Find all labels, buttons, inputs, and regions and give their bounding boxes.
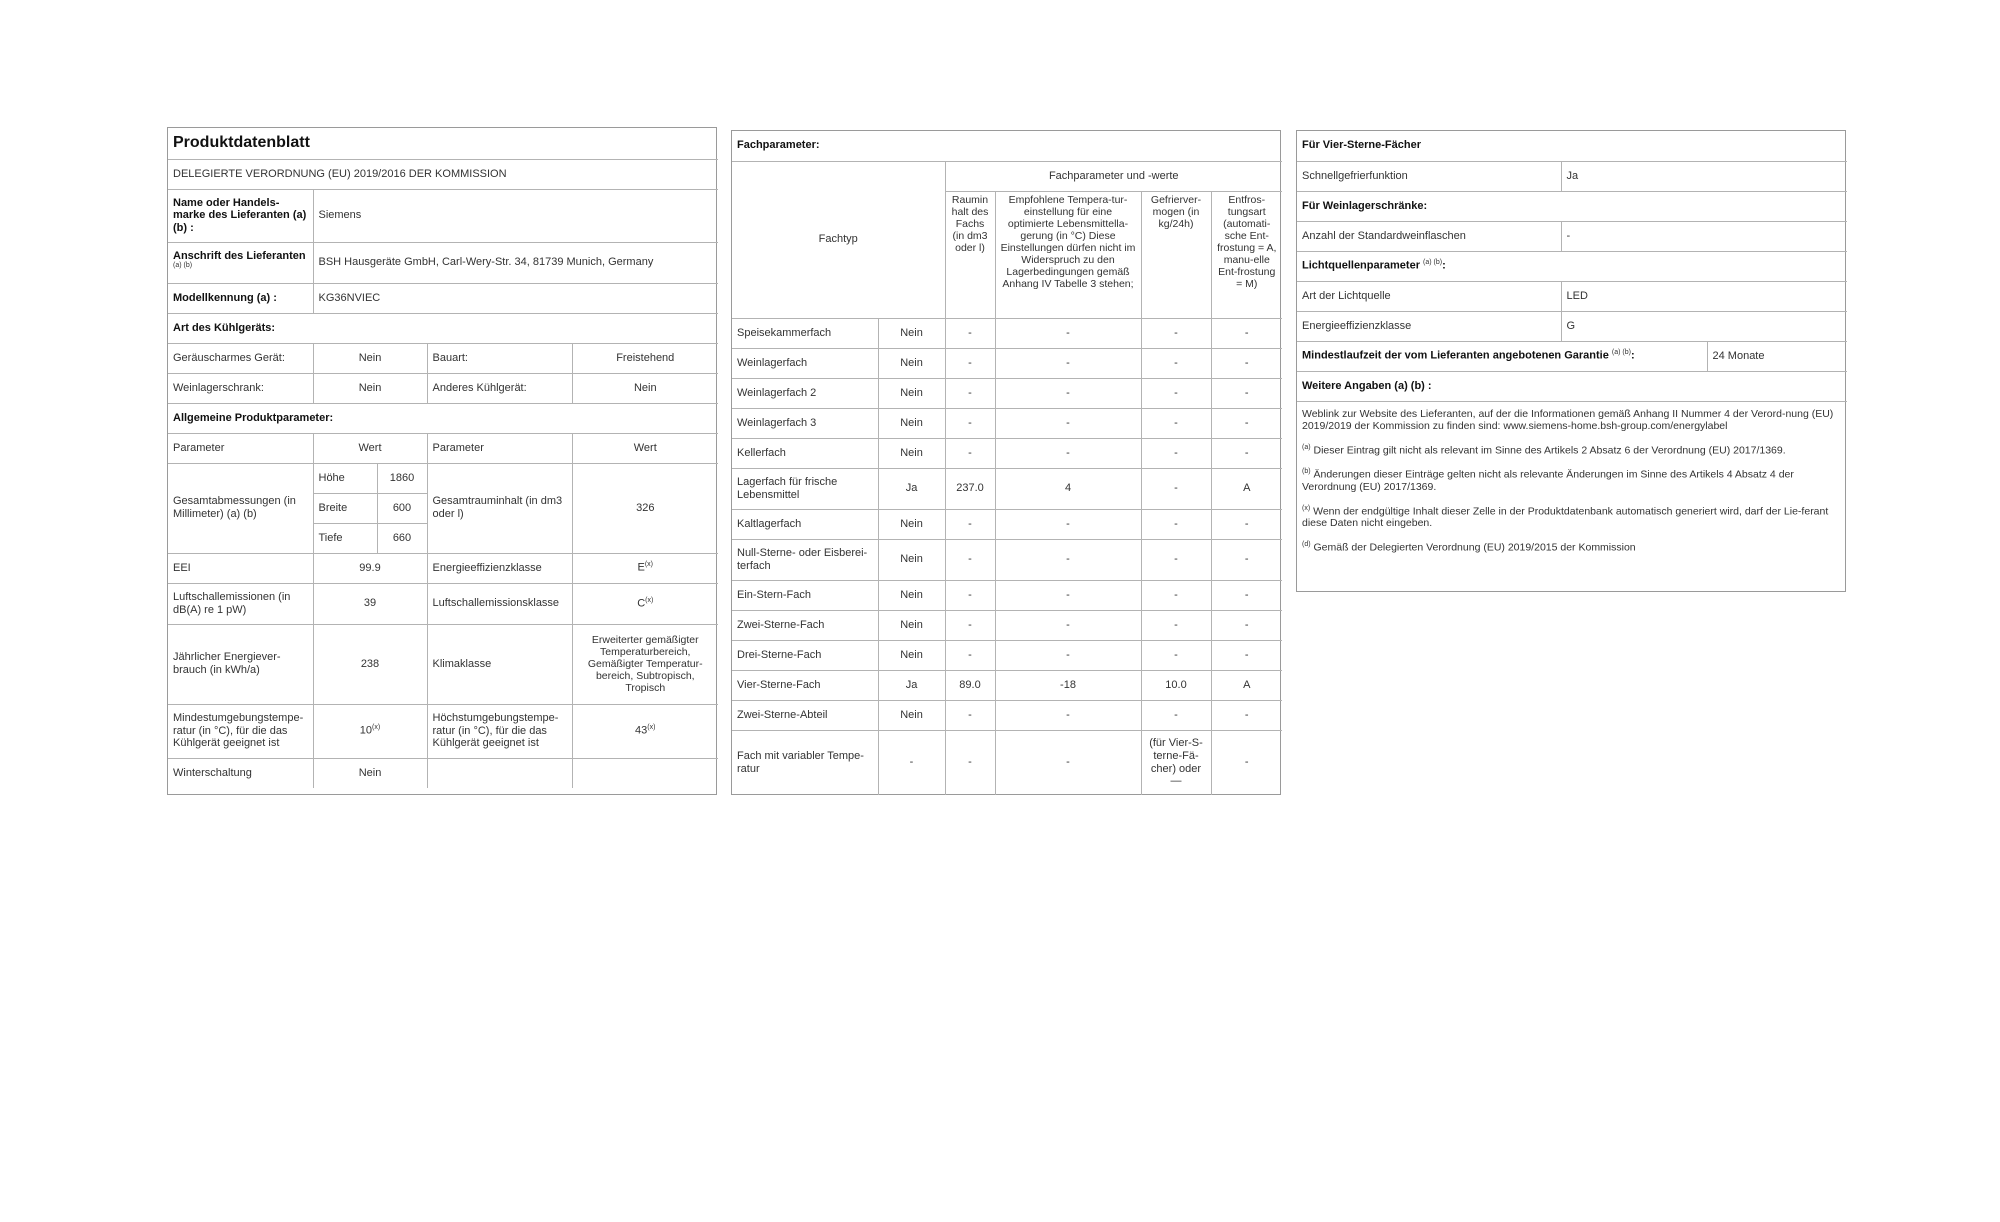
compartment-temp: -18: [995, 670, 1141, 700]
wine-cabinet-value: Nein: [313, 373, 427, 403]
compartment-freezing-capacity: (für Vier-S-terne-Fä-cher) oder —: [1141, 730, 1211, 795]
compartment-freezing-capacity: -: [1141, 378, 1211, 408]
airborne-noise-label: Luftschallemissionen (in dB(A) re 1 pW): [168, 583, 313, 624]
compartment-volume: -: [945, 318, 995, 348]
build-type-value: Freistehend: [572, 343, 718, 373]
compartment-defrost-type: -: [1211, 700, 1282, 730]
compartment-name: Weinlagerfach: [732, 348, 878, 378]
wine-cabinet-heading: Für Weinlagerschränke:: [1297, 191, 1847, 221]
compartment-temp: -: [995, 580, 1141, 610]
warranty-label-cell: Mindestlaufzeit der vom Lieferanten angebotenen Garantie $^{(a) (b)}$:: [1297, 341, 1707, 371]
address-footnote-mark: (a) (b): [173, 262, 193, 270]
compartment-name: Kaltlagerfach: [732, 509, 878, 539]
wine-bottles-label: Anzahl der Standardweinflaschen: [1297, 221, 1561, 251]
regulation-text: DELEGIERTE VERORDNUNG (EU) 2019/2016 DER KOMMISSION: [168, 159, 718, 189]
climate-class-value: Erweiterter gemäßigter Temperaturbereich, Gemäßigter Temperatur-bereich, Subtropisch, Tropisch: [572, 624, 718, 704]
compartment-temp: -: [995, 509, 1141, 539]
min-ambient-temp-footnote-mark: (x): [372, 724, 381, 732]
compartment-present: Nein: [878, 378, 945, 408]
compartment-name: Vier-Sterne-Fach: [732, 670, 878, 700]
quick-freeze-label: Schnellgefrierfunktion: [1297, 161, 1561, 191]
min-ambient-temp-cell: [313, 704, 427, 758]
footnote-b-text: Änderungen dieser Einträge gelten nicht als relevante Änderungen im Sinne des Artikels 4 Absatz 4 der Verordnung (EU) 2017/1369.: [1302, 468, 1794, 493]
param-col-header: Parameter: [168, 433, 313, 463]
compartment-defrost-type: -: [1211, 348, 1282, 378]
light-source-heading: Lichtquellenparameter: [1302, 260, 1420, 272]
depth-value: 660: [377, 523, 427, 553]
compartment-volume: -: [945, 539, 995, 580]
low-noise-label: Geräuscharmes Gerät:: [168, 343, 313, 373]
compartment-defrost-type: -: [1211, 539, 1282, 580]
compartment-row: [732, 640, 1282, 670]
compartment-volume: -: [945, 610, 995, 640]
compartment-temp: -: [995, 610, 1141, 640]
energy-class-cell: [572, 553, 718, 583]
recommended-temp-col-header: Empfohlene Tempera-tur-einstellung für eine optimierte Lebensmittella-gerung (in °C) Diese Einstellungen dürfen nicht im Widerspruch zu den Lagerbedingungen gemäß Anhang IV Tabelle 3 stehen;: [995, 191, 1141, 318]
compartment-name: Null-Sterne- oder Eisberei-terfach: [732, 539, 878, 580]
weblink-text: Weblink zur Website des Lieferanten, auf der die Informationen gemäß Anhang II Nummer 4 der Verord-nung (EU) 2019/2019 der Kommission zu finden sind: www.siemens-home.bsh-group.com/energylabel: [1302, 407, 1834, 432]
address-value: BSH Hausgeräte GmbH, Carl-Wery-Str. 34, 81739 Munich, Germany: [313, 242, 718, 283]
max-ambient-temp-footnote-mark: (x): [647, 724, 656, 732]
freezing-capacity-col-header: Gefrierver-mogen (in kg/24h): [1141, 191, 1211, 318]
model-value: KG36NVIEC: [313, 283, 718, 313]
quick-freeze-value: Ja: [1561, 161, 1847, 191]
height-label: Höhe: [313, 463, 377, 493]
annual-consumption-value: 238: [313, 624, 427, 704]
airborne-noise-class-cell: [572, 583, 718, 624]
compartment-volume: -: [945, 408, 995, 438]
light-source-heading-cell: Lichtquellenparameter $^{(a) (b)}$:: [1297, 251, 1847, 281]
wine-bottles-value: -: [1561, 221, 1847, 251]
compartment-row: [732, 468, 1282, 509]
footnote-d-mark: (d): [1302, 541, 1311, 549]
compartment-defrost-type: -: [1211, 438, 1282, 468]
compartment-row: [732, 318, 1282, 348]
energy-class-value: E: [637, 562, 645, 574]
compartment-params-heading: Fachparameter:: [732, 131, 1282, 161]
compartment-volume: -: [945, 509, 995, 539]
build-type-label: Bauart:: [427, 343, 572, 373]
compartment-present: Nein: [878, 580, 945, 610]
compartment-present: Nein: [878, 348, 945, 378]
compartment-freezing-capacity: 10.0: [1141, 670, 1211, 700]
compartment-type-header: Fachtyp: [732, 161, 945, 318]
wine-cabinet-label: Weinlagerschrank:: [168, 373, 313, 403]
climate-class-label: Klimaklasse: [427, 624, 572, 704]
compartment-temp: -: [995, 640, 1141, 670]
compartment-values-group-header: Fachparameter und -werte: [945, 161, 1282, 191]
compartment-present: Ja: [878, 468, 945, 509]
compartment-freezing-capacity: -: [1141, 539, 1211, 580]
low-noise-value: Nein: [313, 343, 427, 373]
value-col-header: Wert: [313, 433, 427, 463]
energy-class-label: Energieeffizienzklasse: [427, 553, 572, 583]
additional-info-table: [1297, 131, 1847, 585]
max-ambient-temp-value: 43: [635, 725, 648, 737]
compartment-row: [732, 509, 1282, 539]
light-class-label: Energieeffizienzklasse: [1297, 311, 1561, 341]
dimensions-label: Gesamtabmessungen (in Millimeter) (a) (b): [168, 463, 313, 553]
compartment-freezing-capacity: -: [1141, 580, 1211, 610]
airborne-noise-value: 39: [313, 583, 427, 624]
additional-info-panel: [1296, 130, 1846, 592]
compartment-row: [732, 408, 1282, 438]
airborne-noise-class-label: Luftschallemissionsklasse: [427, 583, 572, 624]
general-params-heading: Allgemeine Produktparameter:: [168, 403, 718, 433]
energy-class-footnote-mark: (x): [644, 561, 654, 569]
compartment-present: Nein: [878, 318, 945, 348]
compartment-row: [732, 670, 1282, 700]
compartment-defrost-type: -: [1211, 378, 1282, 408]
value-col-header-2: Wert: [572, 433, 718, 463]
compartment-name: Kellerfach: [732, 438, 878, 468]
light-type-value: LED: [1561, 281, 1847, 311]
footnote-b-mark: (b): [1302, 468, 1311, 476]
compartment-temp: -: [995, 539, 1141, 580]
compartment-volume: -: [945, 438, 995, 468]
compartment-freezing-capacity: -: [1141, 700, 1211, 730]
compartment-params-panel: [731, 130, 1281, 795]
empty-cell: [572, 758, 718, 788]
compartment-defrost-type: -: [1211, 408, 1282, 438]
compartment-row: [732, 730, 1282, 795]
eei-value: 99.9: [313, 553, 427, 583]
compartment-temp: -: [995, 438, 1141, 468]
footnote-a-mark: (a): [1302, 443, 1311, 451]
compartment-present: Nein: [878, 539, 945, 580]
compartment-defrost-type: A: [1211, 670, 1282, 700]
airborne-noise-class-value: C: [637, 597, 646, 610]
product-datasheet-panel: [167, 127, 717, 795]
datasheet-title: Produktdatenblatt: [168, 128, 718, 159]
supplier-label: Name oder Handels-marke des Lieferanten (a) (b) :: [168, 189, 313, 242]
defrost-type-col-header: Entfros-tungsart (automati-sche Ent-frostung = A, manu-elle Ent-frostung = M): [1211, 191, 1282, 318]
compartment-defrost-type: -: [1211, 580, 1282, 610]
compartment-freezing-capacity: -: [1141, 509, 1211, 539]
compartment-defrost-type: A: [1211, 468, 1282, 509]
min-ambient-temp-label: Mindestumgebungstempe-ratur (in °C), für die das Kühlgerät geeignet ist: [168, 704, 313, 758]
compartment-row: [732, 539, 1282, 580]
footnote-x-mark: (x): [1302, 504, 1311, 512]
compartment-defrost-type: -: [1211, 318, 1282, 348]
compartment-present: Nein: [878, 700, 945, 730]
compartment-present: Nein: [878, 438, 945, 468]
supplier-value: Siemens: [313, 189, 718, 242]
compartment-name: Speisekammerfach: [732, 318, 878, 348]
compartment-volume: 237.0: [945, 468, 995, 509]
light-class-value: G: [1561, 311, 1847, 341]
compartment-volume: -: [945, 640, 995, 670]
compartment-freezing-capacity: -: [1141, 318, 1211, 348]
footnote-a: [1302, 444, 1842, 457]
more-info-heading: Weitere Angaben (a) (b) :: [1297, 371, 1847, 401]
compartment-volume: -: [945, 700, 995, 730]
compartment-freezing-capacity: -: [1141, 408, 1211, 438]
compartment-present: Nein: [878, 610, 945, 640]
compartment-freezing-capacity: -: [1141, 640, 1211, 670]
compartment-present: -: [878, 730, 945, 795]
compartment-present: Nein: [878, 509, 945, 539]
eei-label: EEI: [168, 553, 313, 583]
compartment-name: Ein-Stern-Fach: [732, 580, 878, 610]
address-label-cell: [168, 242, 313, 283]
footnote-x-text: Wenn der endgültige Inhalt dieser Zelle in der Produktdatenbank automatisch generiert wird, darf der Lie-ferant diese Daten nicht eingeben.: [1302, 505, 1829, 530]
compartment-temp: -: [995, 730, 1141, 795]
compartment-freezing-capacity: -: [1141, 610, 1211, 640]
compartment-row: [732, 580, 1282, 610]
compartment-defrost-type: -: [1211, 509, 1282, 539]
compartment-temp: 4: [995, 468, 1141, 509]
model-label: Modellkennung (a) :: [168, 283, 313, 313]
compartment-row: [732, 348, 1282, 378]
compartment-temp: -: [995, 408, 1141, 438]
compartment-row: [732, 700, 1282, 730]
compartment-volume: -: [945, 378, 995, 408]
product-datasheet-table: [168, 128, 718, 788]
compartment-present: Ja: [878, 670, 945, 700]
compartment-freezing-capacity: -: [1141, 468, 1211, 509]
compartment-row: [732, 378, 1282, 408]
winter-setting-label: Winterschaltung: [168, 758, 313, 788]
compartment-freezing-capacity: -: [1141, 438, 1211, 468]
height-value: 1860: [377, 463, 427, 493]
compartment-volume: 89.0: [945, 670, 995, 700]
compartment-volume: -: [945, 730, 995, 795]
warranty-footnote-mark: (a) (b): [1611, 349, 1631, 357]
winter-setting-value: Nein: [313, 758, 427, 788]
compartment-defrost-type: -: [1211, 640, 1282, 670]
compartment-freezing-capacity: -: [1141, 348, 1211, 378]
compartment-volume: -: [945, 580, 995, 610]
compartment-temp: -: [995, 318, 1141, 348]
footnote-d-text: Gemäß der Delegierten Verordnung (EU) 2019/2015 der Kommission: [1313, 541, 1636, 554]
footnote-b: [1302, 468, 1842, 493]
param-col-header-2: Parameter: [427, 433, 572, 463]
compartment-temp: -: [995, 700, 1141, 730]
compartment-name: Zwei-Sterne-Abteil: [732, 700, 878, 730]
compartment-rows: [732, 318, 1282, 795]
warranty-label: Mindestlaufzeit der vom Lieferanten angebotenen Garantie: [1302, 350, 1609, 362]
compartment-row: [732, 610, 1282, 640]
compartment-name: Lagerfach für frische Lebensmittel: [732, 468, 878, 509]
compartment-name: Drei-Sterne-Fach: [732, 640, 878, 670]
volume-col-header: Raumin halt des Fachs (in dm3 oder l): [945, 191, 995, 318]
compartment-defrost-type: -: [1211, 610, 1282, 640]
width-value: 600: [377, 493, 427, 523]
max-ambient-temp-label: Höchstumgebungstempe-ratur (in °C), für die das Kühlgerät geeignet ist: [427, 704, 572, 758]
compartment-name: Zwei-Sterne-Fach: [732, 610, 878, 640]
compartment-params-table: [732, 131, 1282, 795]
address-label: Anschrift des Lieferanten: [173, 249, 306, 262]
warranty-value: 24 Monate: [1707, 341, 1847, 371]
compartment-temp: -: [995, 348, 1141, 378]
other-appliance-value: Nein: [572, 373, 718, 403]
empty-cell: [427, 758, 572, 788]
compartment-row: [732, 438, 1282, 468]
compartment-volume: -: [945, 348, 995, 378]
footnote-x: [1302, 505, 1842, 530]
four-star-heading: Für Vier-Sterne-Fächer: [1297, 131, 1847, 161]
compartment-present: Nein: [878, 640, 945, 670]
notes-cell: [1297, 401, 1847, 585]
light-type-label: Art der Lichtquelle: [1297, 281, 1561, 311]
other-appliance-label: Anderes Kühlgerät:: [427, 373, 572, 403]
compartment-defrost-type: -: [1211, 730, 1282, 795]
footnote-a-text: Dieser Eintrag gilt nicht als relevant im Sinne des Artikels 2 Absatz 6 der Verordnung (EU) 2017/1369.: [1313, 444, 1786, 457]
annual-consumption-label: Jährlicher Energiever-brauch (in kWh/a): [168, 624, 313, 704]
compartment-name: Weinlagerfach 2: [732, 378, 878, 408]
airborne-noise-class-footnote-mark: (x): [645, 596, 654, 604]
depth-label: Tiefe: [313, 523, 377, 553]
compartment-temp: -: [995, 378, 1141, 408]
light-source-footnote-mark: (a) (b): [1423, 259, 1443, 267]
max-ambient-temp-cell: [572, 704, 718, 758]
width-label: Breite: [313, 493, 377, 523]
compartment-name: Fach mit variabler Tempe-ratur: [732, 730, 878, 795]
compartment-name: Weinlagerfach 3: [732, 408, 878, 438]
appliance-type-heading: Art des Kühlgeräts:: [168, 313, 718, 343]
min-ambient-temp-value: 10: [359, 725, 373, 737]
volume-value: 326: [572, 463, 718, 553]
volume-label: Gesamtrauminhalt (in dm3 oder l): [427, 463, 572, 553]
compartment-present: Nein: [878, 408, 945, 438]
footnote-d: [1302, 541, 1842, 554]
